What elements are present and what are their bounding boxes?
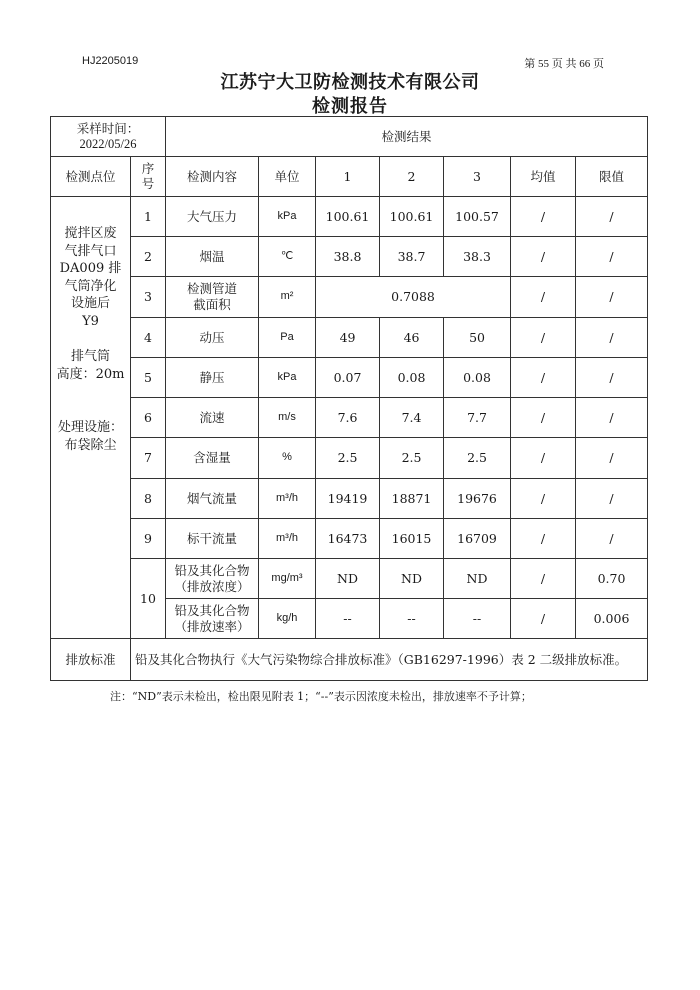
unit-cell: % (259, 438, 316, 479)
unit-cell: m³/h (259, 519, 316, 559)
col-header-limit: 限值 (576, 157, 648, 197)
seq-cell: 7 (131, 438, 166, 479)
value-cell: 100.57 (444, 197, 511, 237)
footnote: 注：“ND”表示未检出，检出限见附表 1；“--”表示因浓度未检出，排放速率不予计算； (110, 690, 532, 703)
avg-cell: / (511, 358, 576, 398)
value-cell: 19419 (316, 479, 380, 519)
content-line: （排放速率） (174, 618, 250, 634)
seq-cell: 4 (131, 318, 166, 358)
value-cell: ND (316, 559, 380, 599)
limit-cell: / (576, 318, 648, 358)
avg-cell: / (511, 479, 576, 519)
avg-cell: / (511, 398, 576, 438)
content-line: 检测管道 (187, 281, 238, 297)
standard-text: 铅及其化合物执行《大气污染物综合排放标准》（GB16297-1996）表 2 二级排放标准。 (131, 639, 648, 681)
seq-cell: 10 (131, 559, 166, 639)
stack-height-label: 排气筒 (70, 349, 110, 365)
content-cell: 烟温 (166, 237, 259, 277)
location-cell (51, 197, 131, 639)
facility-value: 布袋除尘 (64, 437, 117, 453)
value-cell: 50 (444, 318, 511, 358)
results-table (50, 116, 648, 681)
limit-cell: / (576, 237, 648, 277)
value-cell: -- (380, 599, 444, 639)
table-row (51, 519, 648, 559)
value-cell: ND (444, 559, 511, 599)
content-cell: 标干流量 (166, 519, 259, 559)
value-cell: -- (316, 599, 380, 639)
table-row (51, 237, 648, 277)
value-cell: 2.5 (316, 438, 380, 479)
table-row (51, 197, 648, 237)
table-row (51, 318, 648, 358)
value-cell: 7.7 (444, 398, 511, 438)
limit-cell: / (576, 197, 648, 237)
limit-cell: / (576, 438, 648, 479)
content-line: 铅及其化合物 (174, 602, 250, 618)
value-cell: 7.6 (316, 398, 380, 438)
table-row (51, 398, 648, 438)
table-row (51, 479, 648, 519)
results-header: 检测结果 (166, 117, 648, 157)
content-line: 铅及其化合物 (174, 562, 250, 578)
seq-cell: 6 (131, 398, 166, 438)
col-header-avg: 均值 (511, 157, 576, 197)
table-row (51, 559, 648, 599)
facility-label: 处理设施： (57, 420, 123, 436)
location-line: DA009 排 (59, 261, 122, 277)
standard-row (51, 639, 648, 681)
content-line: 截面积 (193, 297, 231, 312)
location-line: 气排气口 (64, 243, 117, 259)
limit-cell: / (576, 398, 648, 438)
merged-value-cell: 0.7088 (316, 277, 511, 318)
value-cell: 38.3 (444, 237, 511, 277)
avg-cell: / (511, 197, 576, 237)
value-cell: 0.07 (316, 358, 380, 398)
avg-cell: / (511, 559, 576, 599)
value-cell: 100.61 (380, 197, 444, 237)
report-title: 检测报告 (312, 96, 388, 117)
content-cell: 烟气流量 (166, 479, 259, 519)
stack-height-value: 高度：20m (56, 366, 125, 382)
col-header-seq-text: 序号 (141, 161, 155, 191)
content-cell: 静压 (166, 358, 259, 398)
value-cell: 38.7 (380, 237, 444, 277)
location-line: 设施后 (70, 296, 110, 312)
value-cell: 100.61 (316, 197, 380, 237)
avg-cell: / (511, 438, 576, 479)
value-cell: 2.5 (444, 438, 511, 479)
limit-cell: / (576, 277, 648, 318)
content-cell: 动压 (166, 318, 259, 358)
value-cell: 0.08 (444, 358, 511, 398)
unit-cell: m³/h (259, 479, 316, 519)
avg-cell: / (511, 318, 576, 358)
limit-cell: / (576, 479, 648, 519)
table-row (51, 277, 648, 318)
value-cell: 16015 (380, 519, 444, 559)
col-header-location: 检测点位 (51, 157, 131, 197)
table-row (51, 358, 648, 398)
value-cell: -- (444, 599, 511, 639)
value-cell: 49 (316, 318, 380, 358)
seq-cell: 1 (131, 197, 166, 237)
content-cell: 流速 (166, 398, 259, 438)
value-cell: 38.8 (316, 237, 380, 277)
content-cell: 大气压力 (166, 197, 259, 237)
value-cell: 7.4 (380, 398, 444, 438)
content-cell (166, 277, 259, 318)
seq-cell: 2 (131, 237, 166, 277)
value-cell: 16709 (444, 519, 511, 559)
col-header-unit: 单位 (259, 157, 316, 197)
sample-time-label: 采样时间： (76, 120, 140, 136)
company-name: 江苏宁大卫防检测技术有限公司 (220, 72, 480, 93)
standard-label: 排放标准 (51, 639, 131, 681)
unit-cell: mg/m³ (259, 559, 316, 599)
content-cell: 含湿量 (166, 438, 259, 479)
col-header-r3: 3 (444, 157, 511, 197)
value-cell: 18871 (380, 479, 444, 519)
col-header-content: 检测内容 (166, 157, 259, 197)
limit-cell: / (576, 358, 648, 398)
value-cell: 46 (380, 318, 444, 358)
value-cell: 19676 (444, 479, 511, 519)
value-cell: 16473 (316, 519, 380, 559)
unit-cell: kPa (259, 358, 316, 398)
location-line: Y9 (82, 313, 99, 329)
seq-cell: 8 (131, 479, 166, 519)
sample-time-cell (51, 117, 166, 157)
unit-cell: m² (259, 277, 316, 318)
value-cell: ND (380, 559, 444, 599)
seq-cell: 5 (131, 358, 166, 398)
avg-cell: / (511, 237, 576, 277)
seq-cell: 9 (131, 519, 166, 559)
unit-cell: Pa (259, 318, 316, 358)
avg-cell: / (511, 277, 576, 318)
value-cell: 0.08 (380, 358, 444, 398)
col-header-r2: 2 (380, 157, 444, 197)
limit-cell: 0.70 (576, 559, 648, 599)
col-header-r1: 1 (316, 157, 380, 197)
seq-cell: 3 (131, 277, 166, 318)
unit-cell: m/s (259, 398, 316, 438)
page-info: 第 55 页 共 66 页 (524, 58, 604, 70)
unit-cell: kPa (259, 197, 316, 237)
limit-cell: 0.006 (576, 599, 648, 639)
location-line: 气筒净化 (64, 278, 117, 294)
avg-cell: / (511, 599, 576, 639)
avg-cell: / (511, 519, 576, 559)
unit-cell: ℃ (259, 237, 316, 277)
table-row (51, 438, 648, 479)
value-cell: 2.5 (380, 438, 444, 479)
content-cell (166, 559, 259, 599)
unit-cell: kg/h (259, 599, 316, 639)
limit-cell: / (576, 519, 648, 559)
col-header-seq (131, 157, 166, 197)
sample-date: 2022/05/26 (79, 136, 137, 151)
content-line: （排放浓度） (174, 578, 250, 594)
location-line: 搅拌区废 (64, 226, 117, 241)
report-number: HJ2205019 (82, 55, 139, 67)
content-cell (166, 599, 259, 639)
